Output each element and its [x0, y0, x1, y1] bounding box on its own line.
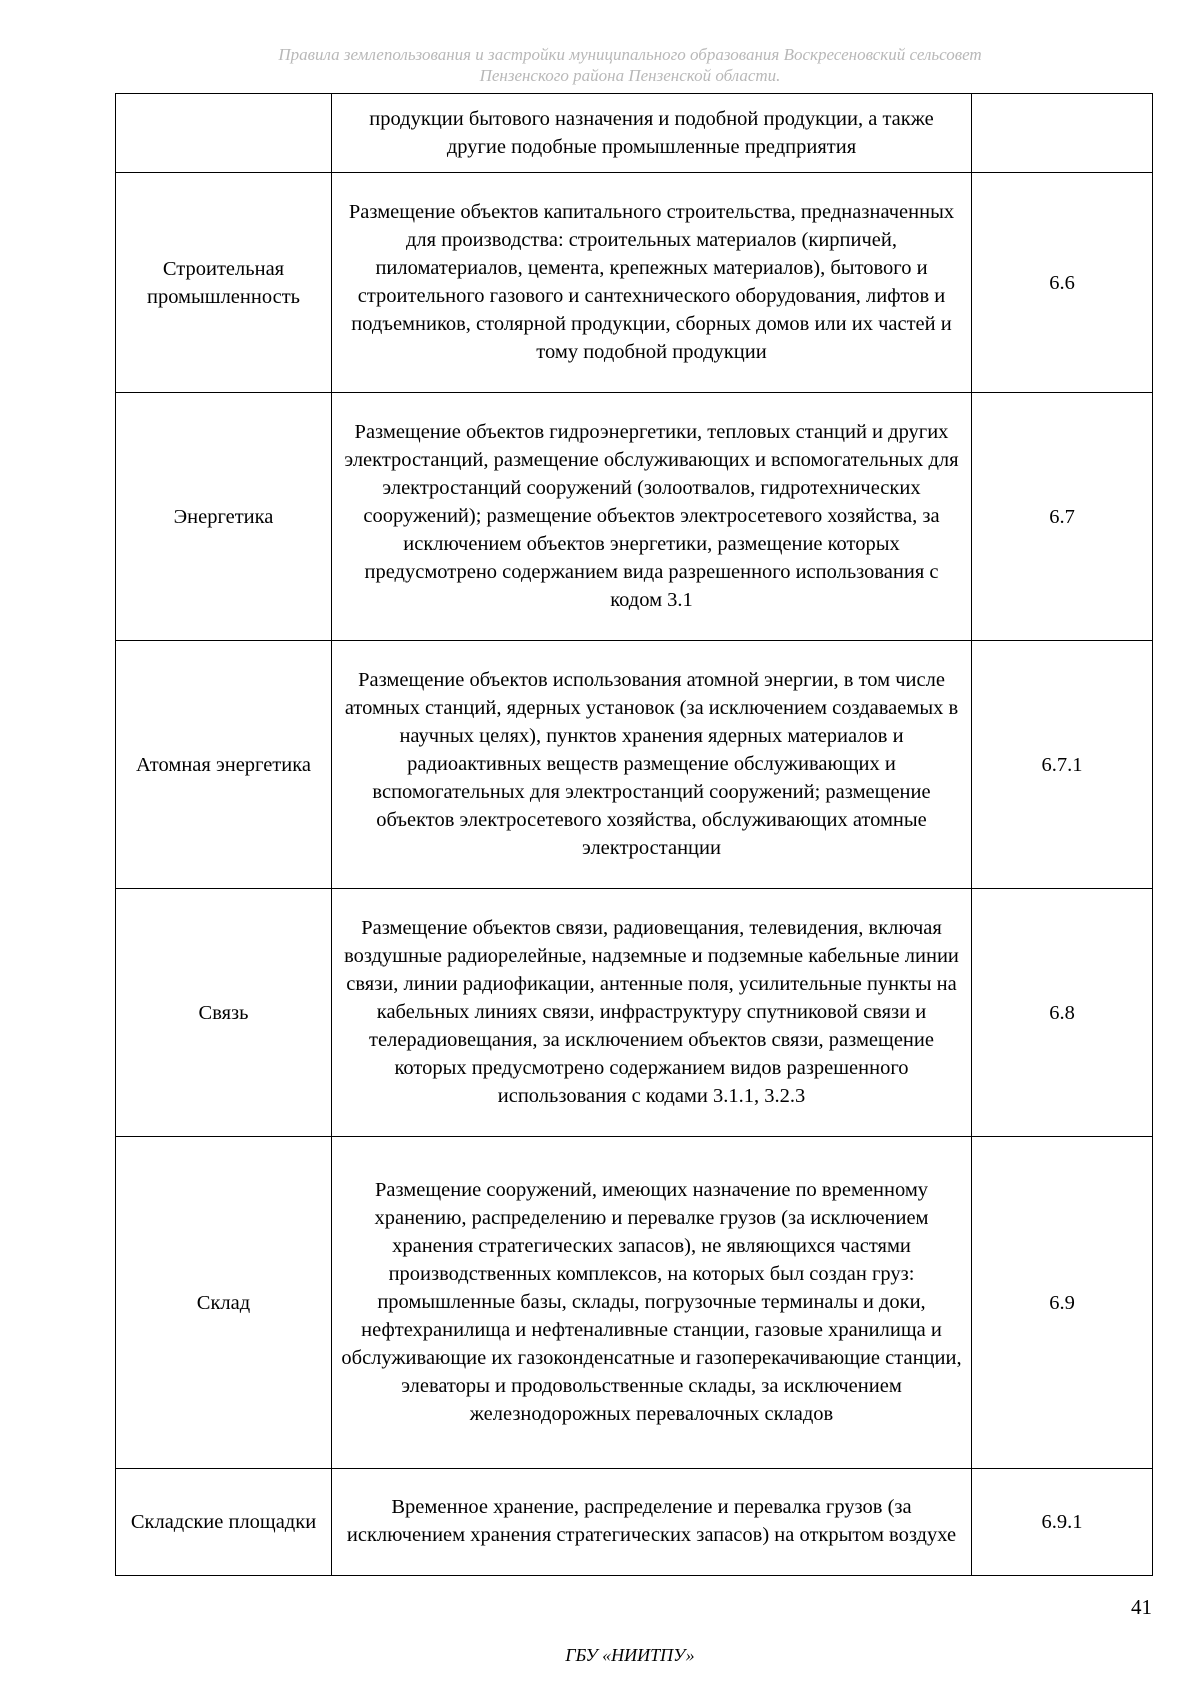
table-row	[116, 173, 1153, 393]
land-use-code: 6.6	[972, 173, 1153, 393]
land-use-description: продукции бытового назначения и подобной продукции, а также другие подобные промышленные предприятия	[332, 94, 972, 173]
land-use-name: Энергетика	[116, 393, 332, 641]
land-use-description: Размещение объектов гидроэнергетики, тепловых станций и других электростанций, размещение обслуживающих и вспомогательных для электростанций сооружений (золоотвалов, гидротехнических сооружений); размещение объектов электросетевого хозяйства, за исключением объектов энергетики, размещение которых предусмотрено содержанием вида разрешенного использования с кодом 3.1	[332, 393, 972, 641]
page-footer: ГБУ «НИИТПУ»	[565, 1645, 695, 1665]
land-use-code: 6.9	[972, 1137, 1153, 1469]
header-line-1: Правила землепользования и застройки муниципального образования Воскресеновский сельсовет	[278, 45, 982, 64]
table-row	[116, 1137, 1153, 1469]
land-use-description: Временное хранение, распределение и перевалка грузов (за исключением хранения стратегических запасов) на открытом воздухе	[332, 1469, 972, 1576]
land-use-name: Строительная промышленность	[116, 173, 332, 393]
land-use-code	[972, 94, 1153, 173]
land-use-name: Складские площадки	[116, 1469, 332, 1576]
header-line-2: Пензенского района Пензенской области.	[479, 66, 781, 85]
land-use-name: Связь	[116, 889, 332, 1137]
land-use-description: Размещение объектов использования атомной энергии, в том числе атомных станций, ядерных установок (за исключением создаваемых в научных целях), пунктов хранения ядерных материалов и радиоактивных веществ размещение обслуживающих и вспомогательных для электростанций сооружений; размещение объектов электросетевого хозяйства, обслуживающих атомные электростанции	[332, 641, 972, 889]
table-row	[116, 94, 1153, 173]
land-use-description: Размещение объектов связи, радиовещания, телевидения, включая воздушные радиорелейные, надземные и подземные кабельные линии связи, линии радиофикации, антенные поля, усилительные пункты на кабельных линиях связи, инфраструктуру спутниковой связи и телерадиовещания, за исключением объектов связи, размещение которых предусмотрено содержанием видов разрешенного использования с кодами 3.1.1, 3.2.3	[332, 889, 972, 1137]
land-use-name: Атомная энергетика	[116, 641, 332, 889]
land-use-code: 6.7.1	[972, 641, 1153, 889]
table-row	[116, 393, 1153, 641]
table-row	[116, 641, 1153, 889]
land-use-name	[116, 94, 332, 173]
land-use-description: Размещение объектов капитального строительства, предназначенных для производства: строительных материалов (кирпичей, пиломатериалов, цемента, крепежных материалов), бытового и строительного газового и сантехнического оборудования, лифтов и подъемников, столярной продукции, сборных домов или их частей и тому подобной продукции	[332, 173, 972, 393]
land-use-code: 6.8	[972, 889, 1153, 1137]
page-number: 41	[1131, 1595, 1152, 1619]
land-use-code: 6.9.1	[972, 1469, 1153, 1576]
land-use-code: 6.7	[972, 393, 1153, 641]
table-row	[116, 1469, 1153, 1576]
land-use-name: Склад	[116, 1137, 332, 1469]
land-use-table	[115, 93, 1153, 1576]
table-row	[116, 889, 1153, 1137]
page-header	[150, 44, 1110, 86]
land-use-description: Размещение сооружений, имеющих назначение по временному хранению, распределению и перевалке грузов (за исключением хранения стратегических запасов), не являющихся частями производственных комплексов, на которых был создан груз: промышленные базы, склады, погрузочные терминалы и доки, нефтехранилища и нефтеналивные станции, газовые хранилища и обслуживающие их газоконденсатные и газоперекачивающие станции, элеваторы и продовольственные склады, за исключением железнодорожных перевалочных складов	[332, 1137, 972, 1469]
